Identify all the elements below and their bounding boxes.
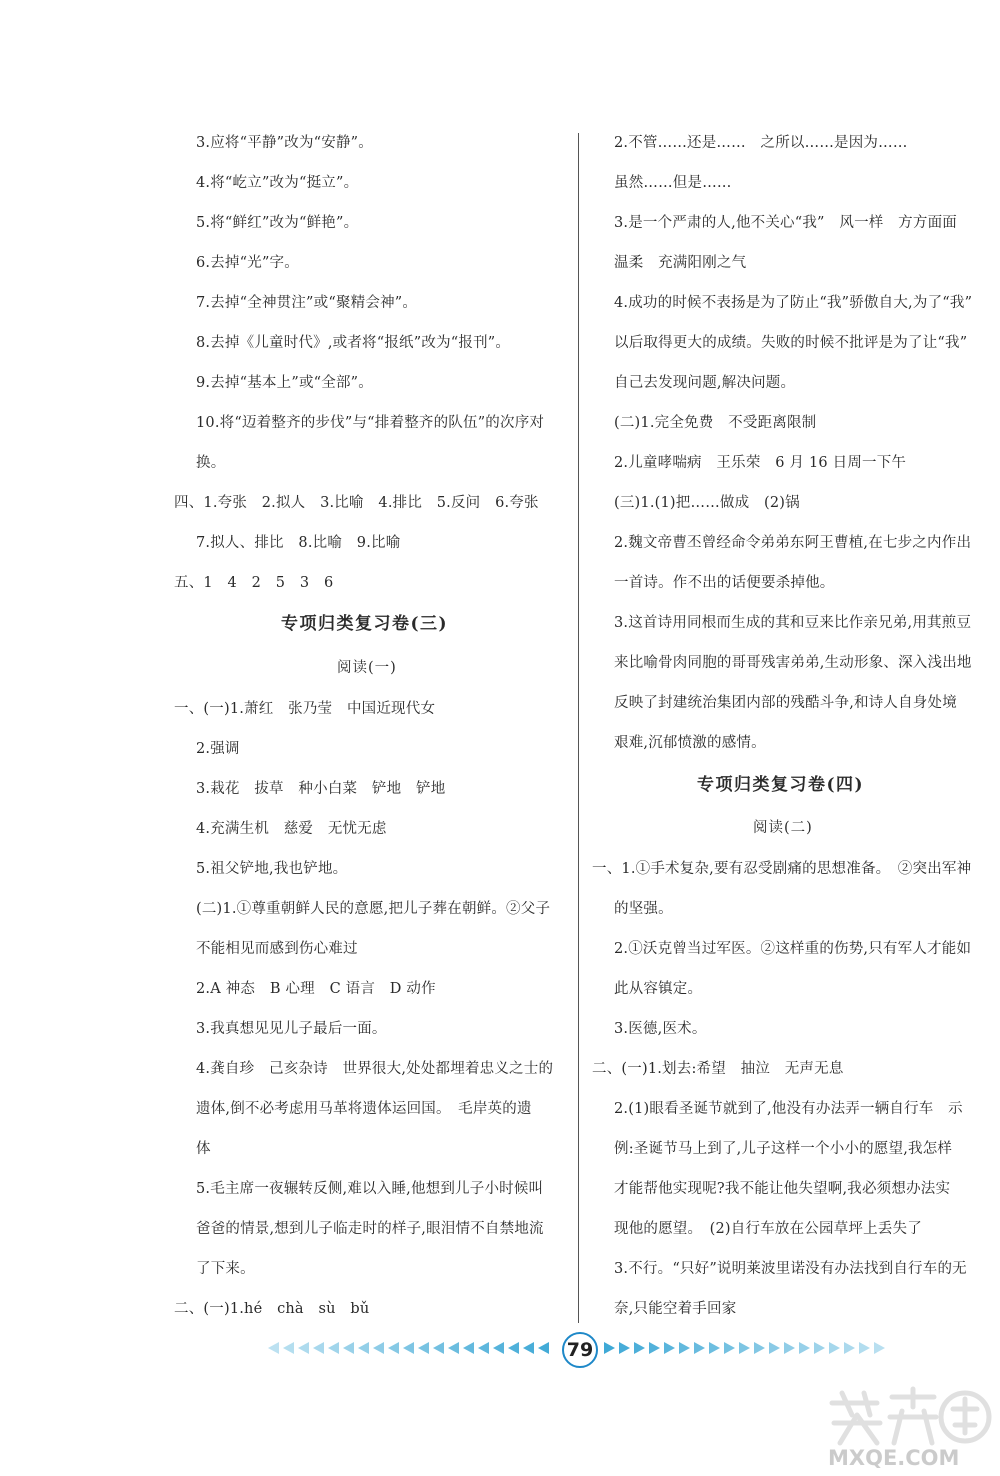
- arrow-left-icon: [268, 1342, 279, 1354]
- answer-line: 2.魏文帝曹丕曾经命令弟弟东阿王曹植,在七步之内作出: [614, 535, 972, 551]
- answer-line: 此从容镇定。: [614, 981, 703, 997]
- answer-line: 4.龚自珍 己亥杂诗 世界很大,处处都埋着忠义之士的: [196, 1061, 554, 1077]
- arrow-right-icon: [769, 1342, 780, 1354]
- section-subtitle: 阅读(二): [753, 820, 813, 836]
- arrow-left-icon: [493, 1342, 504, 1354]
- answer-line: 以后取得更大的成绩。失败的时候不批评是为了让“我”: [614, 335, 968, 351]
- answer-line: 一首诗。作不出的话便要杀掉他。: [614, 575, 835, 591]
- arrow-right-icon: [844, 1342, 855, 1354]
- answer-line: 4.充满生机 慈爱 无忧无虑: [196, 821, 387, 837]
- answer-line: (二)1.①尊重朝鲜人民的意愿,把儿子葬在朝鲜。②父子: [196, 901, 551, 917]
- watermark-logo: [822, 1385, 992, 1470]
- watermark-glyph: [832, 1393, 880, 1443]
- answer-line: 2.①沃克曾当过军医。②这样重的伤势,只有军人才能如: [614, 941, 972, 957]
- answer-line: 5.将“鲜红”改为“鲜艳”。: [196, 215, 359, 231]
- answer-line: 一、(一)1.萧红 张乃莹 中国近现代女: [174, 701, 436, 717]
- answer-line: 6.去掉“光”字。: [196, 255, 299, 271]
- answer-line: 5.祖父铲地,我也铲地。: [196, 861, 348, 877]
- arrow-right-icon: [859, 1342, 870, 1354]
- answer-line: 4.成功的时候不表扬是为了防止“我”骄傲自大,为了“我”: [614, 295, 973, 311]
- answer-line: 的坚强。: [614, 901, 673, 917]
- answer-line: 4.将“屹立”改为“挺立”。: [196, 175, 359, 191]
- arrow-right-icon: [754, 1342, 765, 1354]
- arrow-right-icon: [694, 1342, 705, 1354]
- answer-line: (二)1.完全免费 不受距离限制: [614, 415, 817, 431]
- arrow-right-icon: [814, 1342, 825, 1354]
- watermark-text: MXQE.COM: [828, 1446, 960, 1470]
- answer-line: 爸爸的情景,想到儿子临走时的样子,眼泪情不自禁地流: [196, 1221, 544, 1237]
- answer-line: 2.儿童哮喘病 王乐荣 6 月 16 日周一下午: [614, 455, 907, 471]
- answer-line: 5.毛主席一夜辗转反侧,难以入睡,他想到儿子小时候叫: [196, 1181, 544, 1197]
- arrow-left-icon: [418, 1342, 429, 1354]
- answer-line: 艰难,沉郁愤激的感情。: [614, 735, 766, 751]
- answer-line: 10.将“迈着整齐的步伐”与“排着整齐的队伍”的次序对: [196, 415, 545, 431]
- column-divider: [578, 133, 579, 1323]
- answer-line: 奈,只能空着手回家: [614, 1301, 737, 1317]
- answer-line: 反映了封建统治集团内部的残酷斗争,和诗人自身处境: [614, 695, 957, 711]
- arrow-left-icon: [343, 1342, 354, 1354]
- watermark-glyph: [890, 1389, 936, 1443]
- arrow-left-icon: [448, 1342, 459, 1354]
- arrow-left-icon: [283, 1342, 294, 1354]
- arrow-right-icon: [709, 1342, 720, 1354]
- answer-line: 遗体,倒不必考虑用马革将遗体运回国。 毛岸英的遗: [196, 1101, 532, 1117]
- arrow-right-icon: [874, 1342, 885, 1354]
- answer-line: 温柔 充满阳刚之气: [614, 255, 747, 271]
- answer-line: 3.不行。“只好”说明莱波里诺没有办法找到自行车的无: [614, 1261, 967, 1277]
- arrow-right-icon: [784, 1342, 795, 1354]
- answer-line: 才能帮他实现呢?我不能让他失望啊,我必须想办法实: [614, 1181, 951, 1197]
- answer-line: 2.强调: [196, 741, 240, 757]
- answer-line: 3.我真想见见儿子最后一面。: [196, 1021, 387, 1037]
- arrow-right-icon: [604, 1342, 615, 1354]
- answer-line: 二、(一)1.划去:希望 抽泣 无声无息: [592, 1061, 844, 1077]
- arrow-left-icon: [358, 1342, 369, 1354]
- arrow-left-icon: [508, 1342, 519, 1354]
- arrow-left-icon: [463, 1342, 474, 1354]
- arrow-right-icon: [724, 1342, 735, 1354]
- answer-line: 五、1 4 2 5 3 6: [174, 575, 334, 591]
- answer-line: 虽然……但是……: [614, 175, 732, 191]
- arrow-left-icon: [538, 1342, 549, 1354]
- answer-line: 不能相见而感到伤心难过: [196, 941, 358, 957]
- arrow-left-icon: [403, 1342, 414, 1354]
- arrow-right-icon: [739, 1342, 750, 1354]
- page-footer: [0, 1328, 1000, 1368]
- answer-line: 了下来。: [196, 1261, 255, 1277]
- answer-line: 2.A 神态 B 心理 C 语言 D 动作: [196, 981, 436, 997]
- answer-line: 现他的愿望。 (2)自行车放在公园草坪上丢失了: [614, 1221, 922, 1237]
- arrow-right-icon: [829, 1342, 840, 1354]
- section-title: 专项归类复习卷(三): [281, 614, 449, 634]
- arrow-right-icon: [679, 1342, 690, 1354]
- answer-line: 3.栽花 拔草 种小白菜 铲地 铲地: [196, 781, 446, 797]
- answer-line: 8.去掉《儿童时代》,或者将“报纸”改为“报刊”。: [196, 335, 511, 351]
- answer-line: 体: [196, 1141, 211, 1157]
- arrow-right-icon: [619, 1342, 630, 1354]
- arrow-left-icon: [328, 1342, 339, 1354]
- answer-line: 自己去发现问题,解决问题。: [614, 375, 796, 391]
- answer-line: 3.这首诗用同根而生成的萁和豆来比作亲兄弟,用萁煎豆: [614, 615, 972, 631]
- arrow-left-icon: [313, 1342, 324, 1354]
- page-number: 79: [562, 1332, 598, 1368]
- answer-line: 2.不管……还是…… 之所以……是因为……: [614, 135, 908, 151]
- answer-line: 9.去掉“基本上”或“全部”。: [196, 375, 373, 391]
- arrow-right-icon: [799, 1342, 810, 1354]
- arrow-left-icon: [373, 1342, 384, 1354]
- section-subtitle: 阅读(一): [337, 660, 397, 676]
- answer-line: 例:圣诞节马上到了,儿子这样一个小小的愿望,我怎样: [614, 1141, 953, 1157]
- answer-line: 四、1.夸张 2.拟人 3.比喻 4.排比 5.反问 6.夸张: [174, 495, 539, 511]
- arrow-right-icon: [649, 1342, 660, 1354]
- answer-line: 3.是一个严肃的人,他不关心“我” 风一样 方方面面: [614, 215, 957, 231]
- arrow-right-icon: [634, 1342, 645, 1354]
- arrow-right-icon: [664, 1342, 675, 1354]
- arrow-left-icon: [433, 1342, 444, 1354]
- answer-line: (三)1.(1)把……做成 (2)锅: [614, 495, 800, 511]
- section-title: 专项归类复习卷(四): [697, 775, 865, 795]
- arrow-left-icon: [388, 1342, 399, 1354]
- answer-line: 来比喻骨肉同胞的哥哥残害弟弟,生动形象、深入浅出地: [614, 655, 972, 671]
- answer-line: 一、1.①手术复杂,要有忍受剧痛的思想准备。 ②突出军神: [592, 861, 972, 877]
- arrow-left-icon: [478, 1342, 489, 1354]
- arrow-left-icon: [523, 1342, 534, 1354]
- answer-line: 3.医德,医术。: [614, 1021, 707, 1037]
- answer-line: 2.(1)眼看圣诞节就到了,他没有办法弄一辆自行车 示: [614, 1101, 963, 1117]
- answer-line: 二、(一)1.hé chà sù bǔ: [174, 1301, 370, 1317]
- answer-line: 7.去掉“全神贯注”或“聚精会神”。: [196, 295, 418, 311]
- answer-line: 换。: [196, 455, 226, 471]
- answer-line: 7.拟人、排比 8.比喻 9.比喻: [196, 535, 401, 551]
- watermark-glyph: [953, 1399, 977, 1433]
- answer-line: 3.应将“平静”改为“安静”。: [196, 135, 373, 151]
- arrow-left-icon: [298, 1342, 309, 1354]
